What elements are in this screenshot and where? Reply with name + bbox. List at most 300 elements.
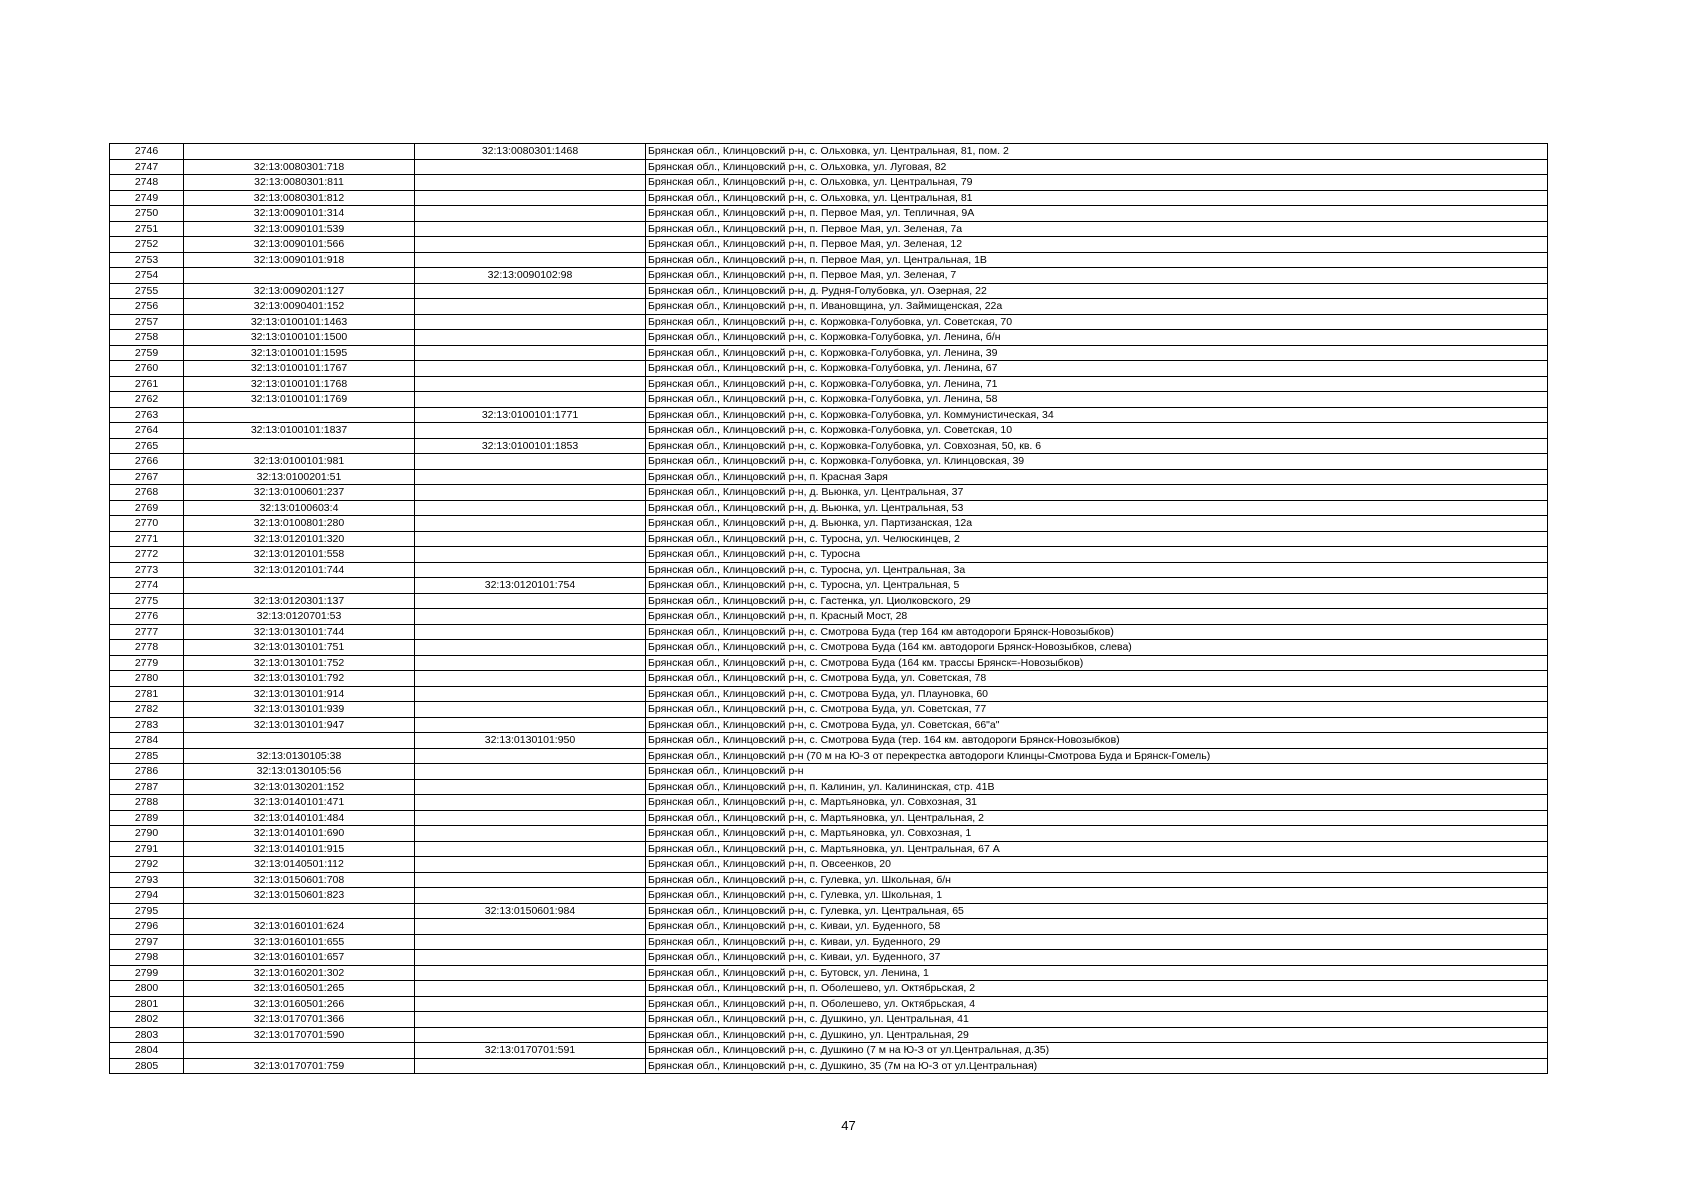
- cadastral-number-alt-cell: [415, 531, 646, 547]
- address-cell: Брянская обл., Клинцовский р-н, с. Коржовка-Голубовка, ул. Ленина, 39: [646, 345, 1548, 361]
- cadastral-number-cell: 32:13:0090201:127: [184, 283, 415, 299]
- cadastral-number-alt-cell: [415, 686, 646, 702]
- table-row: [110, 237, 1548, 253]
- cadastral-number-cell: 32:13:0130101:751: [184, 640, 415, 656]
- table-row: [110, 1027, 1548, 1043]
- address-cell: Брянская обл., Клинцовский р-н, с. Туросна, ул. Центральная, 3а: [646, 562, 1548, 578]
- cadastral-number-cell: 32:13:0090101:566: [184, 237, 415, 253]
- cadastral-number-alt-cell: [415, 1058, 646, 1074]
- table-row: [110, 934, 1548, 950]
- row-number-cell: 2757: [110, 314, 184, 330]
- address-cell: Брянская обл., Клинцовский р-н, п. Оболешево, ул. Октябрьская, 2: [646, 981, 1548, 997]
- row-number-cell: 2803: [110, 1027, 184, 1043]
- address-cell: Брянская обл., Клинцовский р-н, с. Мартьяновка, ул. Центральная, 67 А: [646, 841, 1548, 857]
- row-number-cell: 2781: [110, 686, 184, 702]
- row-number-cell: 2769: [110, 500, 184, 516]
- address-cell: Брянская обл., Клинцовский р-н, с. Смотрова Буда (164 км. трассы Брянск=-Новозыбков): [646, 655, 1548, 671]
- table-row: [110, 686, 1548, 702]
- table-row: [110, 268, 1548, 284]
- row-number-cell: 2749: [110, 190, 184, 206]
- table-row: [110, 547, 1548, 563]
- row-number-cell: 2776: [110, 609, 184, 625]
- table-row: [110, 903, 1548, 919]
- cadastral-number-alt-cell: [415, 996, 646, 1012]
- cadastral-number-alt-cell: [415, 810, 646, 826]
- row-number-cell: 2798: [110, 950, 184, 966]
- cadastral-number-cell: 32:13:0090101:539: [184, 221, 415, 237]
- table-row: [110, 841, 1548, 857]
- table-row: [110, 175, 1548, 191]
- row-number-cell: 2792: [110, 857, 184, 873]
- cadastral-number-alt-cell: [415, 252, 646, 268]
- address-cell: Брянская обл., Клинцовский р-н, с. Коржовка-Голубовка, ул. Советская, 10: [646, 423, 1548, 439]
- row-number-cell: 2802: [110, 1012, 184, 1028]
- address-cell: Брянская обл., Клинцовский р-н, с. Коржовка-Голубовка, ул. Ленина, б/н: [646, 330, 1548, 346]
- row-number-cell: 2789: [110, 810, 184, 826]
- address-cell: Брянская обл., Клинцовский р-н, с. Ольховка, ул. Центральная, 81, пом. 2: [646, 144, 1548, 160]
- cadastral-number-cell: 32:13:0100101:1768: [184, 376, 415, 392]
- table-row: [110, 361, 1548, 377]
- row-number-cell: 2767: [110, 469, 184, 485]
- row-number-cell: 2800: [110, 981, 184, 997]
- row-number-cell: 2758: [110, 330, 184, 346]
- cadastral-number-cell: 32:13:0170701:366: [184, 1012, 415, 1028]
- table-row: [110, 407, 1548, 423]
- cadastral-number-alt-cell: [415, 485, 646, 501]
- cadastral-number-cell: 32:13:0100603:4: [184, 500, 415, 516]
- table-row: [110, 1043, 1548, 1059]
- row-number-cell: 2779: [110, 655, 184, 671]
- cadastral-number-cell: [184, 407, 415, 423]
- table-row: [110, 221, 1548, 237]
- address-cell: Брянская обл., Клинцовский р-н, с. Ольховка, ул. Луговая, 82: [646, 159, 1548, 175]
- row-number-cell: 2795: [110, 903, 184, 919]
- cadastral-number-alt-cell: [415, 857, 646, 873]
- row-number-cell: 2790: [110, 826, 184, 842]
- cadastral-number-cell: 32:13:0130201:152: [184, 779, 415, 795]
- cadastral-number-cell: 32:13:0170701:590: [184, 1027, 415, 1043]
- address-cell: Брянская обл., Клинцовский р-н, д. Рудня-Голубовка, ул. Озерная, 22: [646, 283, 1548, 299]
- table-row: [110, 299, 1548, 315]
- cadastral-number-cell: [184, 733, 415, 749]
- cadastral-number-alt-cell: [415, 314, 646, 330]
- address-cell: Брянская обл., Клинцовский р-н, д. Вьюнка, ул. Центральная, 53: [646, 500, 1548, 516]
- table-row: [110, 392, 1548, 408]
- row-number-cell: 2805: [110, 1058, 184, 1074]
- cadastral-number-alt-cell: [415, 423, 646, 439]
- table-row: [110, 717, 1548, 733]
- cadastral-number-alt-cell: 32:13:0100101:1771: [415, 407, 646, 423]
- cadastral-number-cell: 32:13:0130101:939: [184, 702, 415, 718]
- row-number-cell: 2764: [110, 423, 184, 439]
- cadastral-number-cell: 32:13:0100101:1500: [184, 330, 415, 346]
- table-row: [110, 733, 1548, 749]
- address-cell: Брянская обл., Клинцовский р-н, с. Душкино, ул. Центральная, 41: [646, 1012, 1548, 1028]
- address-cell: Брянская обл., Клинцовский р-н, с. Смотрова Буда, ул. Советская, 77: [646, 702, 1548, 718]
- cadastral-number-cell: 32:13:0130105:38: [184, 748, 415, 764]
- cadastral-number-cell: 32:13:0140501:112: [184, 857, 415, 873]
- cadastral-number-alt-cell: [415, 764, 646, 780]
- row-number-cell: 2793: [110, 872, 184, 888]
- cadastral-number-alt-cell: [415, 190, 646, 206]
- address-cell: Брянская обл., Клинцовский р-н, с. Туросна, ул. Центральная, 5: [646, 578, 1548, 594]
- address-cell: Брянская обл., Клинцовский р-н, п. Первое Мая, ул. Тепличная, 9А: [646, 206, 1548, 222]
- cadastral-number-alt-cell: [415, 159, 646, 175]
- cadastral-number-alt-cell: [415, 392, 646, 408]
- cadastral-number-cell: 32:13:0130101:744: [184, 624, 415, 640]
- table-row: [110, 1012, 1548, 1028]
- cadastral-number-cell: 32:13:0150601:708: [184, 872, 415, 888]
- row-number-cell: 2774: [110, 578, 184, 594]
- address-cell: Брянская обл., Клинцовский р-н, с. Ольховка, ул. Центральная, 81: [646, 190, 1548, 206]
- table-row: [110, 779, 1548, 795]
- address-cell: Брянская обл., Клинцовский р-н, д. Вьюнка, ул. Партизанская, 12а: [646, 516, 1548, 532]
- address-cell: Брянская обл., Клинцовский р-н, с. Коржовка-Голубовка, ул. Клинцовская, 39: [646, 454, 1548, 470]
- table-row: [110, 919, 1548, 935]
- cadastral-number-cell: 32:13:0080301:718: [184, 159, 415, 175]
- table-row: [110, 888, 1548, 904]
- table-row: [110, 438, 1548, 454]
- cadastral-number-cell: [184, 144, 415, 160]
- address-cell: Брянская обл., Клинцовский р-н, с. Бутовск, ул. Ленина, 1: [646, 965, 1548, 981]
- row-number-cell: 2783: [110, 717, 184, 733]
- row-number-cell: 2772: [110, 547, 184, 563]
- table-row: [110, 144, 1548, 160]
- cadastral-number-alt-cell: 32:13:0100101:1853: [415, 438, 646, 454]
- page-number: 47: [841, 1118, 856, 1133]
- table-row: [110, 826, 1548, 842]
- row-number-cell: 2748: [110, 175, 184, 191]
- cadastral-number-cell: 32:13:0160501:266: [184, 996, 415, 1012]
- row-number-cell: 2797: [110, 934, 184, 950]
- cadastral-number-cell: 32:13:0120701:53: [184, 609, 415, 625]
- cadastral-number-alt-cell: [415, 361, 646, 377]
- cadastral-number-cell: 32:13:0100101:1837: [184, 423, 415, 439]
- cadastral-number-alt-cell: [415, 655, 646, 671]
- address-cell: Брянская обл., Клинцовский р-н (70 м на Ю-З от перекрестка автодороги Клинцы-Смотрова Буда и Брянск-Гомель): [646, 748, 1548, 764]
- address-cell: Брянская обл., Клинцовский р-н, с. Ольховка, ул. Центральная, 79: [646, 175, 1548, 191]
- address-cell: Брянская обл., Клинцовский р-н, с. Гастенка, ул. Циолковского, 29: [646, 593, 1548, 609]
- cadastral-number-cell: 32:13:0130101:752: [184, 655, 415, 671]
- table-row: [110, 593, 1548, 609]
- table-row: [110, 872, 1548, 888]
- cadastral-number-alt-cell: [415, 965, 646, 981]
- cadastral-number-alt-cell: [415, 717, 646, 733]
- cadastral-number-cell: 32:13:0120301:137: [184, 593, 415, 609]
- table-row: [110, 283, 1548, 299]
- cadastral-number-alt-cell: [415, 283, 646, 299]
- row-number-cell: 2751: [110, 221, 184, 237]
- address-cell: Брянская обл., Клинцовский р-н, с. Коржовка-Голубовка, ул. Советская, 70: [646, 314, 1548, 330]
- cadastral-number-alt-cell: [415, 779, 646, 795]
- address-cell: Брянская обл., Клинцовский р-н, п. Первое Мая, ул. Зеленая, 12: [646, 237, 1548, 253]
- row-number-cell: 2759: [110, 345, 184, 361]
- cadastral-number-alt-cell: [415, 609, 646, 625]
- address-cell: Брянская обл., Клинцовский р-н, п. Калинин, ул. Калининская, стр. 41В: [646, 779, 1548, 795]
- registry-table-body: [110, 144, 1548, 1074]
- address-cell: Брянская обл., Клинцовский р-н, п. Первое Мая, ул. Зеленая, 7: [646, 268, 1548, 284]
- cadastral-number-cell: 32:13:0170701:759: [184, 1058, 415, 1074]
- table-row: [110, 795, 1548, 811]
- address-cell: Брянская обл., Клинцовский р-н, с. Душкино, ул. Центральная, 29: [646, 1027, 1548, 1043]
- row-number-cell: 2747: [110, 159, 184, 175]
- row-number-cell: 2762: [110, 392, 184, 408]
- table-row: [110, 314, 1548, 330]
- address-cell: Брянская обл., Клинцовский р-н, с. Мартьяновка, ул. Совхозная, 31: [646, 795, 1548, 811]
- table-row: [110, 996, 1548, 1012]
- address-cell: Брянская обл., Клинцовский р-н, с. Душкино, 35 (7м на Ю-З от ул.Центральная): [646, 1058, 1548, 1074]
- table-row: [110, 981, 1548, 997]
- address-cell: Брянская обл., Клинцовский р-н, с. Коржовка-Голубовка, ул. Ленина, 58: [646, 392, 1548, 408]
- row-number-cell: 2775: [110, 593, 184, 609]
- table-row: [110, 423, 1548, 439]
- table-row: [110, 578, 1548, 594]
- cadastral-number-alt-cell: [415, 299, 646, 315]
- address-cell: Брянская обл., Клинцовский р-н, с. Коржовка-Голубовка, ул. Ленина, 71: [646, 376, 1548, 392]
- cadastral-number-cell: 32:13:0100101:981: [184, 454, 415, 470]
- address-cell: Брянская обл., Клинцовский р-н, с. Гулевка, ул. Школьная, б/н: [646, 872, 1548, 888]
- row-number-cell: 2773: [110, 562, 184, 578]
- cadastral-number-alt-cell: [415, 872, 646, 888]
- row-number-cell: 2750: [110, 206, 184, 222]
- row-number-cell: 2796: [110, 919, 184, 935]
- row-number-cell: 2766: [110, 454, 184, 470]
- cadastral-number-cell: [184, 268, 415, 284]
- cadastral-number-cell: 32:13:0160201:302: [184, 965, 415, 981]
- row-number-cell: 2788: [110, 795, 184, 811]
- property-registry-table: [109, 143, 1548, 1074]
- address-cell: Брянская обл., Клинцовский р-н, с. Коржовка-Голубовка, ул. Совхозная, 50, кв. 6: [646, 438, 1548, 454]
- cadastral-number-alt-cell: [415, 841, 646, 857]
- row-number-cell: 2756: [110, 299, 184, 315]
- row-number-cell: 2760: [110, 361, 184, 377]
- table-row: [110, 609, 1548, 625]
- row-number-cell: 2786: [110, 764, 184, 780]
- cadastral-number-cell: 32:13:0140101:484: [184, 810, 415, 826]
- table-row: [110, 345, 1548, 361]
- address-cell: Брянская обл., Клинцовский р-н, с. Коржовка-Голубовка, ул. Ленина, 67: [646, 361, 1548, 377]
- address-cell: Брянская обл., Клинцовский р-н, с. Киваи, ул. Буденного, 58: [646, 919, 1548, 935]
- table-row: [110, 748, 1548, 764]
- cadastral-number-cell: 32:13:0130101:792: [184, 671, 415, 687]
- row-number-cell: 2785: [110, 748, 184, 764]
- cadastral-number-cell: 32:13:0160101:624: [184, 919, 415, 935]
- cadastral-number-alt-cell: [415, 345, 646, 361]
- cadastral-number-alt-cell: [415, 640, 646, 656]
- cadastral-number-alt-cell: [415, 795, 646, 811]
- table-row: [110, 655, 1548, 671]
- table-row: [110, 330, 1548, 346]
- table-row: [110, 206, 1548, 222]
- table-row: [110, 159, 1548, 175]
- cadastral-number-alt-cell: [415, 562, 646, 578]
- table-row: [110, 764, 1548, 780]
- cadastral-number-alt-cell: 32:13:0150601:984: [415, 903, 646, 919]
- address-cell: Брянская обл., Клинцовский р-н, с. Гулевка, ул. Школьная, 1: [646, 888, 1548, 904]
- row-number-cell: 2761: [110, 376, 184, 392]
- cadastral-number-alt-cell: [415, 1027, 646, 1043]
- row-number-cell: 2768: [110, 485, 184, 501]
- address-cell: Брянская обл., Клинцовский р-н, с. Смотрова Буда, ул. Плауновка, 60: [646, 686, 1548, 702]
- cadastral-number-alt-cell: [415, 624, 646, 640]
- cadastral-number-cell: 32:13:0130105:56: [184, 764, 415, 780]
- address-cell: Брянская обл., Клинцовский р-н: [646, 764, 1548, 780]
- cadastral-number-alt-cell: [415, 671, 646, 687]
- row-number-cell: 2765: [110, 438, 184, 454]
- address-cell: Брянская обл., Клинцовский р-н, п. Ивановщина, ул. Займищенская, 22а: [646, 299, 1548, 315]
- cadastral-number-alt-cell: [415, 919, 646, 935]
- table-row: [110, 531, 1548, 547]
- cadastral-number-cell: [184, 438, 415, 454]
- row-number-cell: 2777: [110, 624, 184, 640]
- cadastral-number-alt-cell: [415, 593, 646, 609]
- row-number-cell: 2763: [110, 407, 184, 423]
- address-cell: Брянская обл., Клинцовский р-н, с. Коржовка-Голубовка, ул. Коммунистическая, 34: [646, 407, 1548, 423]
- cadastral-number-alt-cell: 32:13:0120101:754: [415, 578, 646, 594]
- address-cell: Брянская обл., Клинцовский р-н, с. Туросна: [646, 547, 1548, 563]
- address-cell: Брянская обл., Клинцовский р-н, с. Мартьяновка, ул. Центральная, 2: [646, 810, 1548, 826]
- address-cell: Брянская обл., Клинцовский р-н, с. Туросна, ул. Челюскинцев, 2: [646, 531, 1548, 547]
- cadastral-number-alt-cell: [415, 516, 646, 532]
- cadastral-number-alt-cell: [415, 950, 646, 966]
- cadastral-number-alt-cell: [415, 469, 646, 485]
- cadastral-number-cell: 32:13:0160501:265: [184, 981, 415, 997]
- cadastral-number-alt-cell: [415, 826, 646, 842]
- row-number-cell: 2782: [110, 702, 184, 718]
- cadastral-number-alt-cell: 32:13:0170701:591: [415, 1043, 646, 1059]
- cadastral-number-cell: 32:13:0090101:918: [184, 252, 415, 268]
- table-row: [110, 562, 1548, 578]
- table-row: [110, 810, 1548, 826]
- cadastral-number-cell: 32:13:0120101:558: [184, 547, 415, 563]
- row-number-cell: 2804: [110, 1043, 184, 1059]
- table-row: [110, 965, 1548, 981]
- cadastral-number-cell: [184, 1043, 415, 1059]
- cadastral-number-cell: 32:13:0140101:690: [184, 826, 415, 842]
- table-row: [110, 950, 1548, 966]
- cadastral-number-alt-cell: [415, 206, 646, 222]
- cadastral-number-cell: 32:13:0150601:823: [184, 888, 415, 904]
- address-cell: Брянская обл., Клинцовский р-н, п. Первое Мая, ул. Зеленая, 7а: [646, 221, 1548, 237]
- table-row: [110, 469, 1548, 485]
- table-row: [110, 640, 1548, 656]
- cadastral-number-alt-cell: [415, 330, 646, 346]
- cadastral-number-cell: 32:13:0120101:744: [184, 562, 415, 578]
- cadastral-number-alt-cell: [415, 221, 646, 237]
- table-row: [110, 702, 1548, 718]
- cadastral-number-alt-cell: [415, 376, 646, 392]
- address-cell: Брянская обл., Клинцовский р-н, с. Смотрова Буда (тер 164 км автодороги Брянск-Новозыбков): [646, 624, 1548, 640]
- table-row: [110, 671, 1548, 687]
- cadastral-number-cell: 32:13:0130101:914: [184, 686, 415, 702]
- address-cell: Брянская обл., Клинцовский р-н, с. Смотрова Буда, ул. Советская, 78: [646, 671, 1548, 687]
- cadastral-number-cell: [184, 903, 415, 919]
- address-cell: Брянская обл., Клинцовский р-н, с. Киваи, ул. Буденного, 29: [646, 934, 1548, 950]
- address-cell: Брянская обл., Клинцовский р-н, п. Красный Мост, 28: [646, 609, 1548, 625]
- row-number-cell: 2778: [110, 640, 184, 656]
- row-number-cell: 2752: [110, 237, 184, 253]
- row-number-cell: 2794: [110, 888, 184, 904]
- address-cell: Брянская обл., Клинцовский р-н, п. Первое Мая, ул. Центральная, 1В: [646, 252, 1548, 268]
- cadastral-number-cell: 32:13:0100101:1769: [184, 392, 415, 408]
- cadastral-number-cell: 32:13:0090401:152: [184, 299, 415, 315]
- cadastral-number-alt-cell: [415, 500, 646, 516]
- cadastral-number-alt-cell: [415, 888, 646, 904]
- cadastral-number-cell: 32:13:0100201:51: [184, 469, 415, 485]
- cadastral-number-cell: 32:13:0130101:947: [184, 717, 415, 733]
- address-cell: Брянская обл., Клинцовский р-н, с. Душкино (7 м на Ю-З от ул.Центральная, д.35): [646, 1043, 1548, 1059]
- cadastral-number-alt-cell: [415, 1012, 646, 1028]
- row-number-cell: 2754: [110, 268, 184, 284]
- cadastral-number-alt-cell: [415, 748, 646, 764]
- row-number-cell: 2753: [110, 252, 184, 268]
- address-cell: Брянская обл., Клинцовский р-н, п. Оболешево, ул. Октябрьская, 4: [646, 996, 1548, 1012]
- cadastral-number-cell: [184, 578, 415, 594]
- cadastral-number-cell: 32:13:0140101:471: [184, 795, 415, 811]
- row-number-cell: 2755: [110, 283, 184, 299]
- address-cell: Брянская обл., Клинцовский р-н, с. Гулевка, ул. Центральная, 65: [646, 903, 1548, 919]
- cadastral-number-alt-cell: [415, 981, 646, 997]
- address-cell: Брянская обл., Клинцовский р-н, с. Мартьяновка, ул. Совхозная, 1: [646, 826, 1548, 842]
- cadastral-number-alt-cell: [415, 237, 646, 253]
- cadastral-number-cell: 32:13:0100101:1463: [184, 314, 415, 330]
- cadastral-number-alt-cell: [415, 934, 646, 950]
- cadastral-number-alt-cell: [415, 547, 646, 563]
- row-number-cell: 2799: [110, 965, 184, 981]
- row-number-cell: 2784: [110, 733, 184, 749]
- address-cell: Брянская обл., Клинцовский р-н, п. Овсеенков, 20: [646, 857, 1548, 873]
- row-number-cell: 2791: [110, 841, 184, 857]
- address-cell: Брянская обл., Клинцовский р-н, с. Смотрова Буда, ул. Советская, 66"а": [646, 717, 1548, 733]
- cadastral-number-cell: 32:13:0090101:314: [184, 206, 415, 222]
- cadastral-number-alt-cell: [415, 454, 646, 470]
- table-row: [110, 516, 1548, 532]
- table-row: [110, 190, 1548, 206]
- table-row: [110, 624, 1548, 640]
- row-number-cell: 2780: [110, 671, 184, 687]
- address-cell: Брянская обл., Клинцовский р-н, с. Киваи, ул. Буденного, 37: [646, 950, 1548, 966]
- table-row: [110, 485, 1548, 501]
- cadastral-number-alt-cell: 32:13:0080301:1468: [415, 144, 646, 160]
- row-number-cell: 2770: [110, 516, 184, 532]
- cadastral-number-alt-cell: 32:13:0130101:950: [415, 733, 646, 749]
- address-cell: Брянская обл., Клинцовский р-н, п. Красная Заря: [646, 469, 1548, 485]
- cadastral-number-cell: 32:13:0160101:657: [184, 950, 415, 966]
- cadastral-number-cell: 32:13:0120101:320: [184, 531, 415, 547]
- row-number-cell: 2771: [110, 531, 184, 547]
- cadastral-number-cell: 32:13:0080301:811: [184, 175, 415, 191]
- cadastral-number-cell: 32:13:0080301:812: [184, 190, 415, 206]
- table-row: [110, 1058, 1548, 1074]
- table-row: [110, 252, 1548, 268]
- cadastral-number-alt-cell: [415, 175, 646, 191]
- table-row: [110, 376, 1548, 392]
- table-row: [110, 454, 1548, 470]
- table-row: [110, 857, 1548, 873]
- address-cell: Брянская обл., Клинцовский р-н, с. Смотрова Буда (тер. 164 км. автодороги Брянск-Новозыбков): [646, 733, 1548, 749]
- cadastral-number-cell: 32:13:0100101:1595: [184, 345, 415, 361]
- cadastral-number-alt-cell: [415, 702, 646, 718]
- cadastral-number-alt-cell: 32:13:0090102:98: [415, 268, 646, 284]
- cadastral-number-cell: 32:13:0100801:280: [184, 516, 415, 532]
- table-row: [110, 500, 1548, 516]
- row-number-cell: 2746: [110, 144, 184, 160]
- cadastral-number-cell: 32:13:0140101:915: [184, 841, 415, 857]
- cadastral-number-cell: 32:13:0100601:237: [184, 485, 415, 501]
- cadastral-number-cell: 32:13:0100101:1767: [184, 361, 415, 377]
- address-cell: Брянская обл., Клинцовский р-н, д. Вьюнка, ул. Центральная, 37: [646, 485, 1548, 501]
- row-number-cell: 2801: [110, 996, 184, 1012]
